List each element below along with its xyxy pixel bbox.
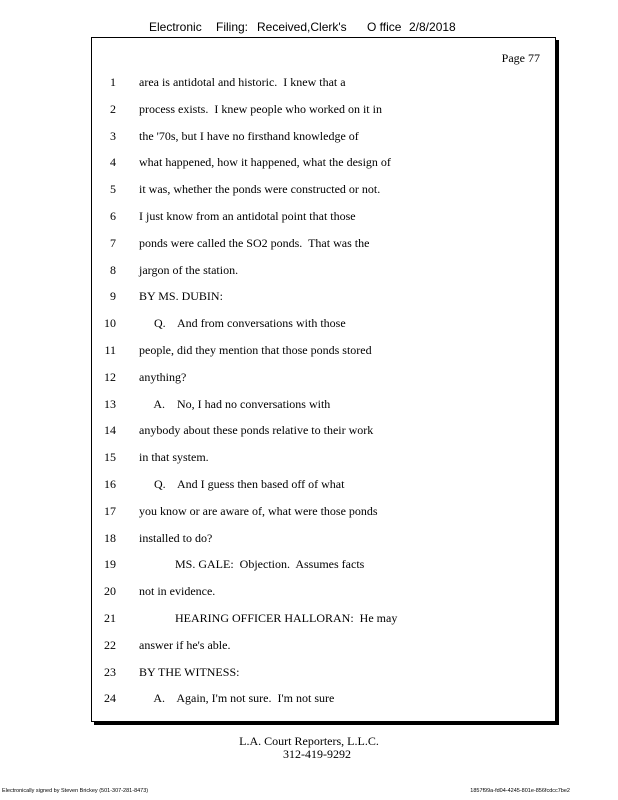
line-number: 12 [104, 369, 116, 384]
line-number: 23 [104, 664, 116, 679]
header-received-clerks: Received,Clerk's [257, 20, 347, 34]
line-number: 9 [110, 289, 116, 304]
line-text: you know or are aware of, what were those ponds [139, 503, 378, 518]
line-text: I just know from an antidotal point that those [139, 209, 356, 223]
line-text: it was, whether the ponds were constructed or not. [139, 182, 381, 197]
header-office: O ffice [367, 20, 402, 34]
transcript-line [92, 422, 552, 438]
transcript-line [92, 154, 552, 170]
transcript-line [92, 315, 552, 331]
line-number: 1 [110, 75, 116, 89]
transcript-line [92, 342, 552, 358]
transcript-line [92, 503, 552, 519]
line-number: 8 [110, 262, 116, 277]
line-text: area is antidotal and historic. I knew that a [139, 75, 346, 89]
line-text: the '70s, but I have no firsthand knowledge of [139, 128, 359, 143]
transcript-line [92, 476, 552, 492]
line-text: A. Again, I'm not sure. I'm not sure [139, 691, 335, 706]
header-filing: Filing: [216, 20, 249, 34]
transcript-line [92, 664, 552, 680]
line-number: 18 [104, 530, 116, 545]
line-text: anybody about these ponds relative to their work [139, 423, 374, 438]
document-id: 1857f99a-fd04-4245-801e-856fcdcc7be2 [470, 788, 570, 794]
line-number: 17 [104, 503, 116, 518]
electronic-signature: Electronically signed by Steven Brickey (501-307-281-8473) [2, 788, 149, 794]
line-number: 5 [110, 182, 116, 197]
line-number: 19 [104, 557, 116, 572]
footer-phone: 312-419-9292 [283, 747, 351, 761]
line-number: 21 [104, 611, 116, 625]
line-text: Q. And from conversations with those [139, 316, 346, 331]
transcript-line [92, 74, 552, 90]
transcript-line [92, 101, 552, 117]
line-text: people, did they mention that those ponds stored [139, 343, 372, 357]
line-number: 24 [104, 691, 116, 706]
line-text: in that system. [139, 450, 209, 465]
line-text: not in evidence. [139, 584, 216, 599]
line-text: answer if he's able. [139, 637, 231, 652]
line-text: what happened, how it happened, what the design of [139, 155, 391, 170]
transcript-line [92, 396, 552, 412]
transcript-line [92, 610, 552, 626]
line-number: 15 [104, 450, 116, 465]
transcript-line [92, 128, 552, 144]
line-text: Q. And I guess then based off of what [139, 477, 345, 491]
transcript-line [92, 637, 552, 653]
line-number: 4 [110, 155, 116, 170]
header-electronic: Electronic [149, 20, 202, 34]
transcript-page [91, 37, 556, 722]
line-number: 14 [104, 423, 116, 438]
footer-company: L.A. Court Reporters, L.L.C. [239, 734, 379, 748]
transcript-line [92, 583, 552, 599]
line-text: HEARING OFFICER HALLORAN: He may [139, 611, 398, 625]
transcript-line [92, 530, 552, 546]
line-text: jargon of the station. [139, 262, 239, 277]
line-number: 6 [110, 209, 116, 223]
line-text: A. No, I had no conversations with [139, 396, 331, 411]
line-text: process exists. I knew people who worked on it in [139, 101, 382, 116]
transcript-line [92, 235, 552, 251]
line-number: 22 [104, 637, 116, 652]
transcript-line [92, 262, 552, 278]
line-number: 7 [110, 235, 116, 250]
transcript-line [92, 556, 552, 572]
line-number: 13 [104, 396, 116, 411]
line-text: installed to do? [139, 530, 213, 545]
line-number: 11 [104, 343, 116, 357]
line-text: anything? [139, 369, 187, 384]
header-date: 2/8/2018 [409, 20, 456, 34]
transcript-line [92, 288, 552, 304]
transcript-line [92, 208, 552, 224]
line-text: ponds were called the SO2 ponds. That was the [139, 235, 370, 250]
page-number: Page 77 [501, 51, 540, 65]
transcript-line [92, 449, 552, 465]
line-number: 3 [110, 128, 116, 143]
line-text: MS. GALE: Objection. Assumes facts [139, 557, 365, 572]
transcript-line [92, 369, 552, 385]
line-number: 20 [104, 584, 116, 599]
line-text: BY THE WITNESS: [139, 664, 240, 679]
line-number: 16 [104, 477, 116, 491]
transcript-line [92, 181, 552, 197]
line-text: BY MS. DUBIN: [139, 289, 223, 304]
line-number: 10 [104, 316, 116, 331]
transcript-line [92, 690, 552, 706]
line-number: 2 [110, 101, 116, 116]
